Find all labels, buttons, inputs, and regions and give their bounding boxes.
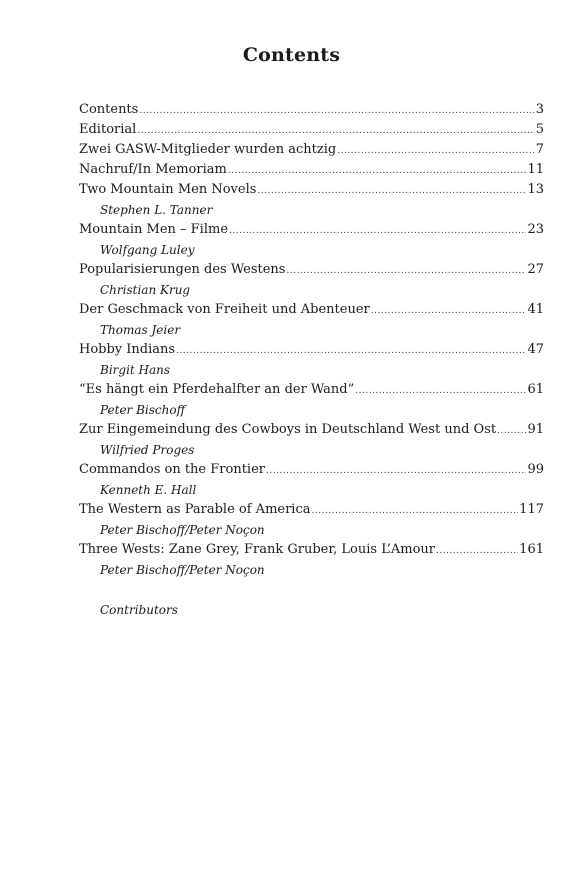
entry-author: Thomas Jeier: [100, 323, 181, 337]
toc-entry-popularisierungen: [79, 260, 544, 280]
entry-title: Commandos on the Frontier: [79, 462, 265, 477]
entry-title: Two Mountain Men Novels: [79, 182, 257, 197]
entry-page: 99: [527, 462, 544, 477]
toc-entry-editorial: [79, 120, 544, 140]
toc-entry-pferdehalfter: [79, 380, 544, 400]
toc-entry-mountain-men-filme: [79, 220, 544, 240]
entry-title: Zwei GASW-Mitglieder wurden achtzig: [79, 142, 337, 157]
spacer: [79, 580, 544, 600]
entry-page: 41: [527, 302, 544, 317]
entry-author: Peter Bischoff/Peter Noçon: [100, 523, 265, 537]
entry-title: Hobby Indians: [79, 342, 176, 357]
entry-page: 13: [527, 182, 544, 197]
toc-entry-eingemeindung: [79, 420, 544, 440]
entry-title: Three Wests: Zane Grey, Frank Gruber, Louis L’Amour: [79, 542, 435, 557]
entry-author: Kenneth E. Hall: [100, 483, 197, 497]
dot-leader: [355, 381, 526, 401]
dot-leader: [312, 501, 519, 521]
entry-page: 161: [519, 542, 544, 557]
dot-leader: [228, 161, 527, 181]
toc-entry-three-wests: [79, 540, 544, 560]
dot-leader: [229, 221, 526, 241]
dot-leader: [266, 461, 526, 481]
toc-entry-contents: [79, 100, 544, 120]
entry-title: Editorial: [79, 122, 137, 137]
dot-leader: [497, 421, 526, 441]
entry-author: Wolfgang Luley: [100, 243, 195, 257]
entry-page: 11: [527, 162, 544, 177]
entry-page: 91: [527, 422, 544, 437]
entry-title: Contents: [79, 102, 139, 117]
toc-entry-western-parable: [79, 500, 544, 520]
toc-entry-hobby-indians: [79, 340, 544, 360]
entry-title: Nachruf/In Memoriam: [79, 162, 227, 177]
dot-leader: [286, 261, 526, 281]
entry-title: Der Geschmack von Freiheit und Abenteuer: [79, 302, 370, 317]
toc-entry-geschmack: [79, 300, 544, 320]
dot-leader: [257, 181, 526, 201]
entry-author: Peter Bischoff: [100, 403, 186, 417]
entry-title: The Western as Parable of America: [79, 502, 311, 517]
entry-author: Peter Bischoff/Peter Noçon: [100, 563, 265, 577]
entry-author: Birgit Hans: [100, 363, 171, 377]
page-title: Contents: [242, 44, 341, 66]
dot-leader: [436, 541, 518, 561]
entry-page: 3: [535, 102, 544, 117]
entry-page: 47: [527, 342, 544, 357]
dot-leader: [139, 101, 534, 121]
toc-entry-commandos: [79, 460, 544, 480]
entry-author: Stephen L. Tanner: [100, 203, 213, 217]
entry-page: 7: [535, 142, 544, 157]
toc-entry-mountain-men-novels: [79, 180, 544, 200]
entry-title: Popularisierungen des Westens: [79, 262, 286, 277]
dot-leader: [137, 121, 534, 141]
contributors-label: Contributors: [100, 603, 178, 617]
dot-leader: [337, 141, 535, 161]
entry-title: “Es hängt ein Pferdehalfter an der Wand”: [79, 382, 355, 397]
entry-page: 117: [519, 502, 544, 517]
table-of-contents: [79, 100, 544, 620]
dot-leader: [176, 341, 526, 361]
dot-leader: [371, 301, 527, 321]
entry-title: Mountain Men – Filme: [79, 222, 229, 237]
toc-entry-gasw: [79, 140, 544, 160]
toc-entry-nachruf: [79, 160, 544, 180]
entry-author: Wilfried Proges: [100, 443, 195, 457]
entry-page: 23: [527, 222, 544, 237]
entry-page: 61: [527, 382, 544, 397]
entry-author: Christian Krug: [100, 283, 191, 297]
entry-page: 27: [527, 262, 544, 277]
entry-page: 5: [535, 122, 544, 137]
entry-title: Zur Eingemeindung des Cowboys in Deutschland West und Ost: [79, 422, 497, 437]
